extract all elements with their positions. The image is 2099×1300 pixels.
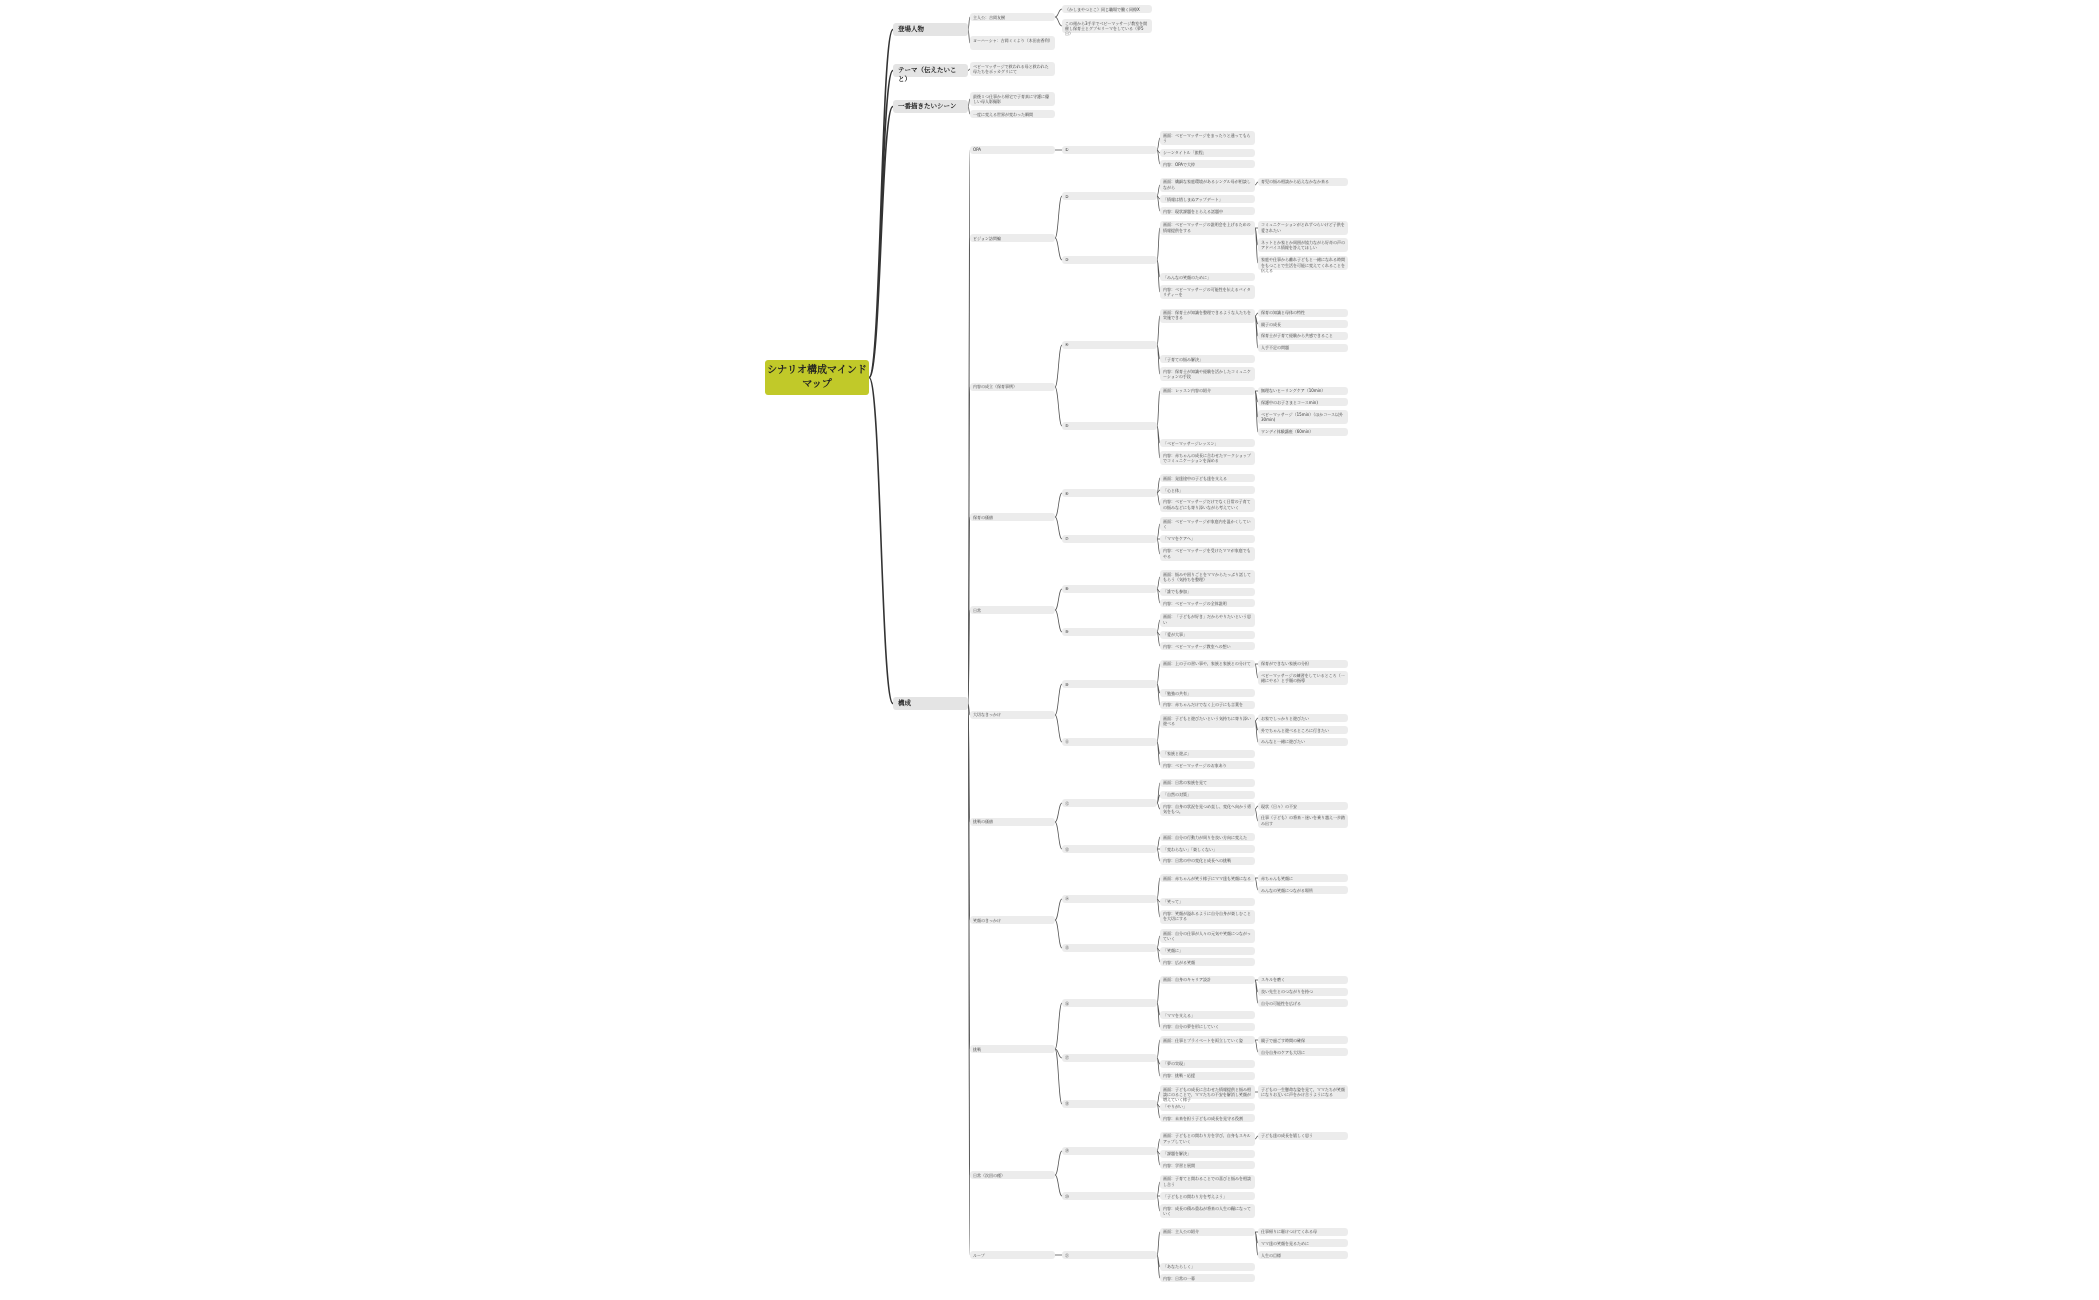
structure-leaf[interactable]: 内容：ベビーマッサージの可能性を伝えるバイタリティーを (1160, 285, 1255, 299)
structure-leaf[interactable]: 内容：ベビーマッサージ教室への想い (1160, 642, 1255, 650)
structure-detail[interactable]: 赤ちゃんも笑顔に (1258, 874, 1348, 882)
structure-leaf[interactable]: 「笑顔に」 (1160, 947, 1255, 955)
structure-leaf[interactable]: シーンタイトル「旅程」 (1160, 149, 1255, 157)
structure-leaf[interactable]: 画面：ベビーマッサージの説明会を上げるための情報提供をする (1160, 221, 1255, 235)
structure-leaf[interactable]: 「笑って」 (1160, 898, 1255, 906)
connector-line (1055, 517, 1062, 539)
structure-section[interactable]: ループ (970, 1251, 1055, 1259)
structure-detail[interactable]: 無理ないヒーリングケア（10min） (1258, 387, 1348, 395)
structure-leaf[interactable]: 「子どもとの関わり方を考えよう」 (1160, 1192, 1255, 1200)
structure-group[interactable]: ㉑ (1062, 1251, 1157, 1259)
structure-leaf[interactable]: 画面：レッスン内容の紹介 (1160, 387, 1255, 395)
connector-line (1055, 387, 1062, 426)
structure-detail[interactable]: お家でしっかりと遊びたい (1258, 714, 1348, 722)
structure-detail[interactable]: 人手不足の問題 (1258, 344, 1348, 352)
connector-line (1157, 878, 1160, 899)
connector-line (1055, 684, 1062, 715)
branch-characters[interactable]: 登場人物 (893, 23, 968, 36)
structure-detail[interactable]: 保育士が子育て経験から共感できること (1258, 332, 1348, 340)
structure-leaf[interactable]: 内容：笑顔が溢れるように自分自身が楽しむことを大切にする (1160, 910, 1255, 924)
structure-leaf[interactable]: 画面：上の子の習い事や、家族と家族との分けて (1160, 660, 1255, 668)
branch-scene[interactable]: 一番描きたいシーン (893, 100, 968, 113)
structure-group[interactable]: ⑩ (1062, 680, 1157, 688)
structure-leaf[interactable]: 内容：ベビーマッサージの全体説明 (1160, 599, 1255, 607)
structure-leaf[interactable]: 「子育ての悩み解決」 (1160, 355, 1255, 363)
structure-leaf[interactable]: 「自然の対策」 (1160, 791, 1255, 799)
structure-detail[interactable]: 子どもの一生懸命な姿を見て、ママたちが笑顔になりお互いに声をかけ合うようになる (1258, 1085, 1348, 1099)
structure-leaf[interactable]: 内容：成長の積み重ねが将来の人生の糧になっていく (1160, 1204, 1255, 1218)
structure-group[interactable]: ⑮ (1062, 944, 1157, 952)
connector-line (1055, 1175, 1062, 1196)
character-item[interactable]: 主人公：吉岡友樹 (970, 13, 1055, 21)
structure-group[interactable]: ⑧ (1062, 585, 1157, 593)
structure-leaf[interactable]: 画面：自分の行動力が周りを良い方向に変えた (1160, 833, 1255, 841)
character-item[interactable]: ヨーハーシャ：吉岡ミミより（木田由香利） (970, 36, 1055, 50)
connector-line (1055, 589, 1062, 610)
structure-group[interactable]: ⑨ (1062, 628, 1157, 636)
structure-detail[interactable]: 仕事（子ども）の将来・迷いを乗り越え一歩踏み出す (1258, 814, 1348, 828)
structure-leaf[interactable]: 「ママをケアへ」 (1160, 535, 1255, 543)
structure-leaf[interactable]: 内容：ベビーマッサージを受けたママが家庭でもやる (1160, 547, 1255, 561)
structure-detail[interactable]: 外でちゃんと遊べるところに行きたい (1258, 726, 1348, 734)
structure-group[interactable]: ⑳ (1062, 1192, 1157, 1200)
structure-leaf[interactable]: 「ママを支える」 (1160, 1011, 1255, 1019)
structure-leaf[interactable]: 「課題を解決」 (1160, 1150, 1255, 1158)
structure-detail[interactable]: みんなの笑顔につながる場所 (1258, 886, 1348, 894)
connector-line (869, 378, 893, 704)
structure-group[interactable]: ⑫ (1062, 799, 1157, 807)
structure-section[interactable]: 保育の価値 (970, 513, 1055, 521)
structure-detail[interactable]: 保護中のお子さまとコースmin) (1258, 398, 1348, 406)
structure-leaf[interactable]: 「家族と遊ぶ」 (1160, 750, 1255, 758)
structure-leaf[interactable]: 画面：赤ちゃんが笑う様子にママ達も笑顔になる (1160, 874, 1255, 882)
connector-line (1157, 1232, 1160, 1255)
structure-leaf[interactable]: 内容：保育士が知識や経験を活かしたコミュニケーションの手段 (1160, 367, 1255, 381)
structure-leaf[interactable]: 画面：子どもの成長に合わせた情報提供と悩み相談にのることで、ママたちの不安を解消し笑顔が増えていく様子 (1160, 1085, 1255, 1099)
structure-group[interactable]: ⑥ (1062, 489, 1157, 497)
structure-leaf[interactable]: 内容：自身の状況を見つめ直し、変化へ向かう勇気をもつ。 (1160, 802, 1255, 816)
connector-line (1055, 1003, 1062, 1049)
structure-group[interactable]: ① (1062, 146, 1157, 154)
structure-detail[interactable]: ネットとか家とか周囲が協力ながら好奇の声のアドバイス情報を答えてほしい (1258, 238, 1348, 252)
structure-detail[interactable]: 現状（日々）の不安 (1258, 802, 1348, 810)
structure-detail[interactable]: 人生の目標 (1258, 1251, 1348, 1259)
structure-leaf[interactable]: 内容：広がる笑顔 (1160, 958, 1255, 966)
connector-line (1055, 920, 1062, 948)
connector-line (1055, 899, 1062, 920)
structure-group[interactable]: ④ (1062, 341, 1157, 349)
structure-leaf[interactable]: 内容：赤ちゃんの成長に合わせたワークショップでコミュニケーションを深める (1160, 451, 1255, 465)
structure-detail[interactable]: 良い先生とのつながりを持つ (1258, 988, 1348, 996)
structure-leaf[interactable]: 内容：自分の夢を形にしていく (1160, 1023, 1255, 1031)
connector-line (1055, 17, 1062, 26)
structure-group[interactable]: ⑭ (1062, 895, 1157, 903)
character-note[interactable]: （かしまやつとこ）同じ職場で働く同僚X (1062, 5, 1152, 13)
structure-leaf[interactable]: 内容：赤ちゃんだけでなく上の子にも言葉を (1160, 701, 1255, 709)
connector-line (1157, 664, 1160, 684)
structure-group[interactable]: ⑬ (1062, 845, 1157, 853)
structure-detail[interactable]: 子ども達の成長を嬉しく思う (1258, 1132, 1348, 1140)
structure-leaf[interactable]: 画面：ベビーマッサージをまったりと通ってもらう (1160, 131, 1255, 145)
structure-leaf[interactable]: 画面：子どもとの関わり方を学び、自身もスキルアップしていく (1160, 1132, 1255, 1146)
structure-leaf[interactable]: 内容：日常の中の変化と成長への挑戦 (1160, 857, 1255, 865)
structure-leaf[interactable]: 内容：日常の一幕 (1160, 1274, 1255, 1282)
structure-detail[interactable]: ママ達の笑顔を見るために (1258, 1239, 1348, 1247)
structure-leaf[interactable]: 画面：悩みや困りごとをママからたっぷり話してもらう（気持ちを整理） (1160, 570, 1255, 584)
structure-leaf[interactable]: 内容：現状課題をとらえる話題中 (1160, 207, 1255, 215)
structure-leaf[interactable]: 画面：保育士が知識を整理できるような人たちを実施できる (1160, 309, 1255, 323)
structure-detail[interactable]: ベビーマッサージの練習をしているところ（一緒にやる）と手順の指導 (1258, 671, 1348, 685)
structure-group[interactable]: ⑪ (1062, 738, 1157, 746)
structure-leaf[interactable]: 内容：ベビーマッサージのお家あり (1160, 761, 1255, 769)
connector-line (1055, 196, 1062, 238)
structure-leaf[interactable]: 画面：子どもと遊びたいという気持ちに寄り添い遊べる (1160, 714, 1255, 728)
structure-section[interactable]: 日常 (970, 606, 1055, 614)
structure-leaf[interactable]: 「愛が大事」 (1160, 631, 1255, 639)
structure-leaf[interactable]: 内容：ベビーマッサージだけでなく日常の子育ての悩みなどにも寄り添いながら考えていく (1160, 498, 1255, 512)
connector-line (1055, 803, 1062, 822)
structure-group[interactable]: ⑤ (1062, 422, 1157, 430)
connector-line (1055, 1151, 1062, 1175)
connector-line (1055, 493, 1062, 517)
structure-leaf[interactable]: 「あなたらしく」 (1160, 1263, 1255, 1271)
connector-line (1055, 822, 1062, 849)
structure-section[interactable]: OPA (970, 146, 1055, 154)
structure-section[interactable]: ビジョン訪問編 (970, 234, 1055, 242)
structure-leaf[interactable]: 「ベビーマッサージレッスン」 (1160, 439, 1255, 447)
structure-group[interactable]: ⑯ (1062, 999, 1157, 1007)
structure-leaf[interactable]: 「みんなの笑顔のために」 (1160, 273, 1255, 281)
structure-leaf[interactable]: 画面：日常の家族を見て (1160, 779, 1255, 787)
structure-detail[interactable]: 仕事帰りに駆けつけてくれる母 (1258, 1228, 1348, 1236)
structure-section[interactable]: 挑戦の価値 (970, 818, 1055, 826)
structure-detail[interactable]: 自分の可能性を広げる (1258, 999, 1348, 1007)
connector-line (1055, 345, 1062, 387)
character-note[interactable]: この週から3手半でベビーマッサージ教室を開催し保育士とグプセリーマをしている（夢5日） (1062, 19, 1152, 33)
structure-detail[interactable]: 育児の悩み相談から応えなかなか来る (1258, 178, 1348, 186)
connector-line (1157, 391, 1160, 426)
structure-group[interactable]: ⑦ (1062, 535, 1157, 543)
branch-structure[interactable]: 構成 (893, 697, 968, 710)
structure-group[interactable]: ② (1062, 192, 1157, 200)
structure-section[interactable]: 内容の成立（保育事例） (970, 383, 1055, 391)
structure-detail[interactable]: 家庭や仕事から離れ子どもと一緒になれる時間をもつことで生活を可能に変えてくれることを伝える (1258, 256, 1348, 270)
connector-line (1055, 238, 1062, 260)
structure-leaf[interactable]: 画面：仕事とプライベートを両立していく姿 (1160, 1036, 1255, 1044)
structure-leaf[interactable]: 画面：「子どもが好き」だからやりたいという思い (1160, 613, 1255, 627)
structure-leaf[interactable]: 内容：学習と展開 (1160, 1161, 1255, 1169)
structure-leaf[interactable]: 「変わらない」「楽しくない」 (1160, 845, 1255, 853)
structure-detail[interactable]: 親子で過ごす時間の確保 (1258, 1036, 1348, 1044)
structure-section[interactable]: 笑顔のきっかけ (970, 916, 1055, 924)
structure-group[interactable]: ⑰ (1062, 1054, 1157, 1062)
structure-leaf[interactable]: 「心と体」 (1160, 486, 1255, 494)
structure-detail[interactable]: 自分自身のケアも大切に (1258, 1048, 1348, 1056)
structure-leaf[interactable]: 内容：OPAで大枠 (1160, 160, 1255, 168)
central-topic[interactable]: シナリオ構成マインドマップ (765, 360, 869, 395)
structure-leaf[interactable]: 「情報は惜しまぬアップデート」 (1160, 195, 1255, 203)
structure-leaf[interactable]: 画面：自身のキャリア設計 (1160, 976, 1255, 984)
structure-group[interactable]: ③ (1062, 256, 1157, 264)
structure-section[interactable]: 大切なきっかけ (970, 711, 1055, 719)
structure-leaf[interactable]: 画面：繊細な家庭環境があるシングル母が相談しながら (1160, 178, 1255, 192)
structure-group[interactable]: ⑱ (1062, 1100, 1157, 1108)
structure-leaf[interactable]: 画面：発達途中の子ども達を支える (1160, 474, 1255, 482)
structure-leaf[interactable]: 内容：挑戦・応援 (1160, 1072, 1255, 1080)
connector-line (1055, 9, 1062, 17)
structure-section[interactable]: 挑戦 (970, 1045, 1055, 1053)
structure-leaf[interactable]: 「夢の実現」 (1160, 1060, 1255, 1068)
structure-detail[interactable]: みんなと一緒に遊びたい (1258, 738, 1348, 746)
theme-text[interactable]: ベビーマッサージで救われる母と救われた母たちをポッカグリにて (970, 62, 1055, 76)
structure-section[interactable]: 日常（次回の種） (970, 1171, 1055, 1179)
connector-line (1055, 1049, 1062, 1058)
connector-line (1055, 610, 1062, 632)
structure-detail[interactable]: スキルを磨く (1258, 976, 1348, 984)
connector-line (1157, 980, 1160, 1003)
structure-detail[interactable]: ベビーマッサージ（15min）（ほかコース以外30min) (1258, 410, 1348, 424)
structure-leaf[interactable]: 画面：子育てと関わることでの喜びと悩みを相談し合う (1160, 1175, 1255, 1189)
connector-line (869, 107, 893, 378)
scene-item[interactable]: 一度に変える世界が変わった瞬間 (970, 110, 1055, 118)
structure-detail[interactable]: 親子の成長 (1258, 320, 1348, 328)
structure-leaf[interactable]: 画面：主人公の紹介 (1160, 1228, 1255, 1236)
structure-detail[interactable]: ワンデイ体験講座（60min） (1258, 428, 1348, 436)
structure-leaf[interactable]: 内容：未来を担う子どもの成長を見守る役割 (1160, 1114, 1255, 1122)
branch-theme[interactable]: テーマ（伝えたいこと） (893, 64, 968, 77)
scene-item[interactable]: 最後１つ仕事から帰宅で子育真に守護に優しい母人影撮影 (970, 92, 1055, 106)
structure-detail[interactable]: コミュニケーションがとれずつらいけど子供を愛されたい (1258, 221, 1348, 235)
structure-leaf[interactable]: 画面：自分の仕事が人々の元気や笑顔につながっていく (1160, 929, 1255, 943)
structure-group[interactable]: ⑲ (1062, 1147, 1157, 1155)
structure-leaf[interactable]: 「誰でも参加」 (1160, 588, 1255, 596)
structure-leaf[interactable]: 「勉強の共有」 (1160, 689, 1255, 697)
structure-detail[interactable]: 保育ができない家族の分担 (1258, 660, 1348, 668)
structure-leaf[interactable]: 「やりがい」 (1160, 1103, 1255, 1111)
structure-leaf[interactable]: 画面：ベビーマッサージが家庭内を温かくしていく (1160, 517, 1255, 531)
structure-detail[interactable]: 保育の知識と母体の特性 (1258, 309, 1348, 317)
connector-line (1055, 715, 1062, 742)
